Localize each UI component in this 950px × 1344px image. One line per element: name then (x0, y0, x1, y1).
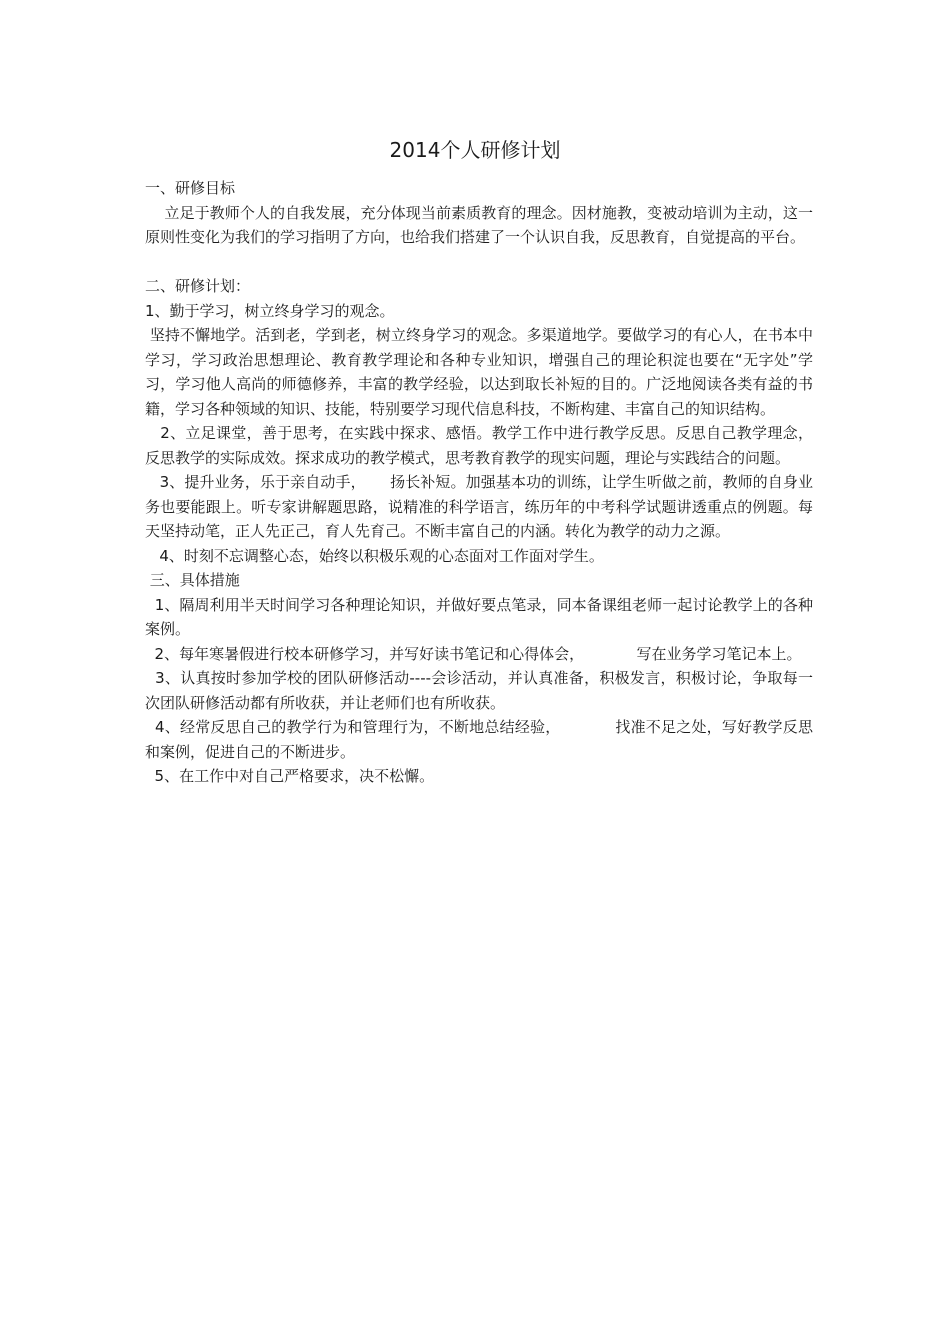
blank-line (145, 250, 813, 275)
page-title: 2014个人研修计划 (389, 138, 561, 162)
document-body (145, 176, 813, 789)
section-heading-goals: 一、研修目标 (145, 179, 236, 197)
plan-item-4-paragraph: 4、时刻不忘调整心态，始终以积极乐观的心态面对工作面对学生。 (145, 546, 604, 565)
measure-item-3: 3、认真按时参加学校的团队研修活动----会诊活动，并认真准备，积极发言，积极讨论，争取每一次团队研修活动都有所收获，并让老师们也有所收获。 (145, 669, 813, 712)
plan-item-1-heading: 1、勤于学习，树立终身学习的观念。 (145, 301, 395, 320)
paragraph-goals: 立足于教师个人的自我发展，充分体现当前素质教育的理念。因材施教，变被动培训为主动，这一原则性变化为我们的学习指明了方向，也给我们搭建了一个认识自我，反思教育，自觉提高的平台。 (145, 203, 813, 246)
measure-item-1: 1、隔周利用半天时间学习各种理论知识，并做好要点笔录，同本备课组老师一起讨论教学上的各种案例。 (145, 595, 813, 638)
plan-item-3-paragraph: 3、提升业务，乐于亲自动手， 扬长补短。加强基本功的训练，让学生听做之前，教师的自身业务也要能跟上。听专家讲解题思路，说精准的科学语言，练历年的中考科学试题讲透重点的例题。每天坚持动笔，正人先正己，育人先育己。不断丰富自己的内涵。转化为教学的动力之源。 (145, 473, 814, 540)
section-heading-measures: 三、具体措施 (145, 571, 240, 589)
measure-item-5: 5、在工作中对自己严格要求，决不松懈。 (145, 767, 435, 785)
measure-item-2: 2、每年寒暑假进行校本研修学习，并写好读书笔记和心得体会， 写在业务学习笔记本上。 (145, 644, 802, 663)
measure-item-4: 4、经常反思自己的教学行为和管理行为，不断地总结经验， 找准不足之处，写好教学反思和案例，促进自己的不断进步。 (145, 718, 813, 761)
plan-item-1-paragraph: 坚持不懈地学。活到老，学到老，树立终身学习的观念。多渠道地学。要做学习的有心人，在书本中学习，学习政治思想理论、教育教学理论和各种专业知识，增强自己的理论积淀也要在“无字处”学习，学习他人高尚的师德修养，丰富的教学经验，以达到取长补短的目的。广泛地阅读各类有益的书籍，学习各种领域的知识、技能，特别要学习现代信息科技，不断构建、丰富自己的知识结构。 (145, 326, 813, 418)
section-heading-plan: 二、研修计划： (145, 277, 251, 295)
plan-item-2-paragraph: 2、立足课堂，善于思考，在实践中探求、感悟。教学工作中进行教学反思。反思自己教学理念，反思教学的实际成效。探求成功的教学模式，思考教育教学的现实问题，理论与实践结合的问题。 (145, 424, 813, 467)
